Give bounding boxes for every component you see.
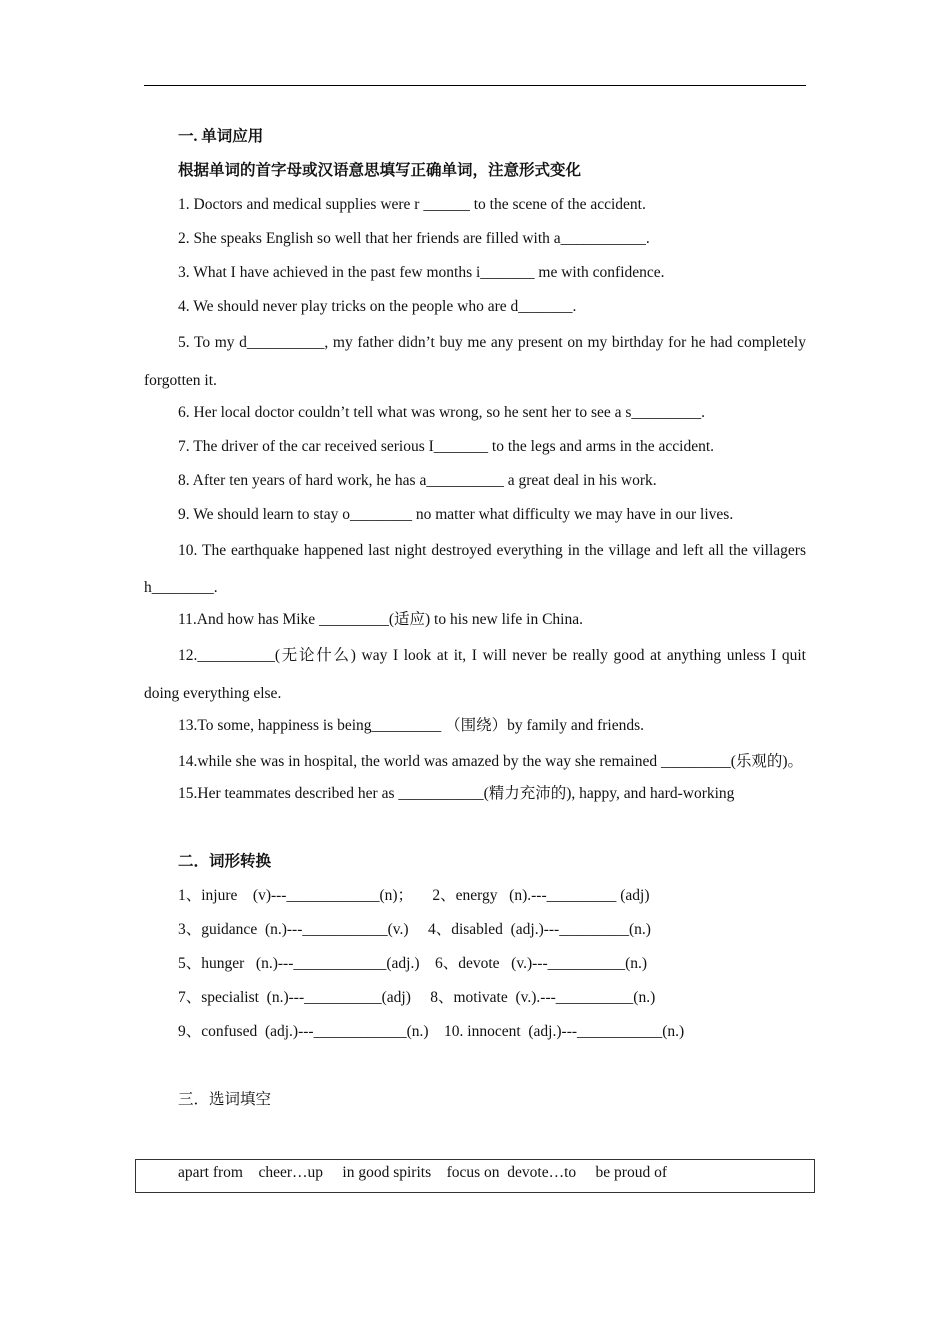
- exercise-item-2: 2. She speaks English so well that her friends are filled with a___________.: [178, 230, 650, 247]
- word-form-row-2: 3、guidance (n.)---___________(v.) 4、disabled (adj.)---_________(n.): [178, 920, 651, 938]
- section-1-title: 一. 单词应用: [178, 128, 264, 145]
- word-form-row-3: 5、hunger (n.)---____________(adj.) 6、devote (v.)---__________(n.): [178, 954, 648, 972]
- word-form-row-5: 9、confused (adj.)---____________(n.) 10. innocent (adj.)---___________(n.): [178, 1022, 685, 1040]
- exercise-item-4: 4. We should never play tricks on the people who are d_______.: [178, 298, 577, 315]
- header-rule: [144, 85, 806, 86]
- exercise-item-8: 8. After ten years of hard work, he has a__________ a great deal in his work.: [178, 471, 657, 489]
- exercise-item-6: 6. Her local doctor couldn’t tell what was wrong, so he sent her to see a s_________.: [178, 403, 706, 421]
- word-bank-phrases: apart from cheer…up in good spirits focus on devote…to be proud of: [178, 1164, 668, 1181]
- word-form-row-1: 1、injure (v)---____________(n)； 2、energy (n).---_________ (adj): [178, 886, 650, 904]
- worksheet-body: [144, 120, 806, 1117]
- exercise-item-1: 1. Doctors and medical supplies were r ______ to the scene of the accident.: [178, 196, 646, 213]
- section-2-title: 二．词形转换: [178, 852, 272, 870]
- exercise-item-13: 13.To some, happiness is being_________ （围绕）by family and friends.: [178, 716, 645, 734]
- section-spacer: [144, 1049, 806, 1083]
- exercise-item-3: 3. What I have achieved in the past few months i_______ me with confidence.: [178, 264, 665, 281]
- exercise-item-9: 9. We should learn to stay o________ no matter what difficulty we may have in our lives.: [178, 505, 734, 523]
- word-form-row-4: 7、specialist (n.)---__________(adj) 8、motivate (v.).---__________(n.): [178, 988, 656, 1006]
- section-1-instruction: 根据单词的首字母或汉语意思填写正确单词，注意形式变化: [178, 162, 582, 179]
- exercise-item-5: 5. To my d__________, my father didn’t buy me any present on my birthday for he had completely forgotten it.: [144, 334, 806, 389]
- exercise-item-15: 15.Her teammates described her as ___________(精力充沛的), happy, and hard-working: [178, 784, 735, 802]
- exercise-item-7: 7. The driver of the car received serious I_______ to the legs and arms in the accident.: [178, 437, 714, 455]
- word-bank-box: [135, 1159, 815, 1193]
- exercise-item-14: 14.while she was in hospital, the world was amazed by the way she remained _________(乐观的)。: [178, 752, 804, 770]
- exercise-item-12: 12.__________(无论什么) way I look at it, I will never be really good at anything unless I quit doing everything else.: [144, 647, 806, 702]
- section-3-title: 三．选词填空: [178, 1090, 272, 1108]
- section-spacer: [144, 811, 806, 845]
- exercise-item-10: 10. The earthquake happened last night destroyed everything in the village and left all the villagers h________.: [144, 541, 806, 596]
- exercise-item-11: 11.And how has Mike _________(适应) to his new life in China.: [178, 611, 583, 628]
